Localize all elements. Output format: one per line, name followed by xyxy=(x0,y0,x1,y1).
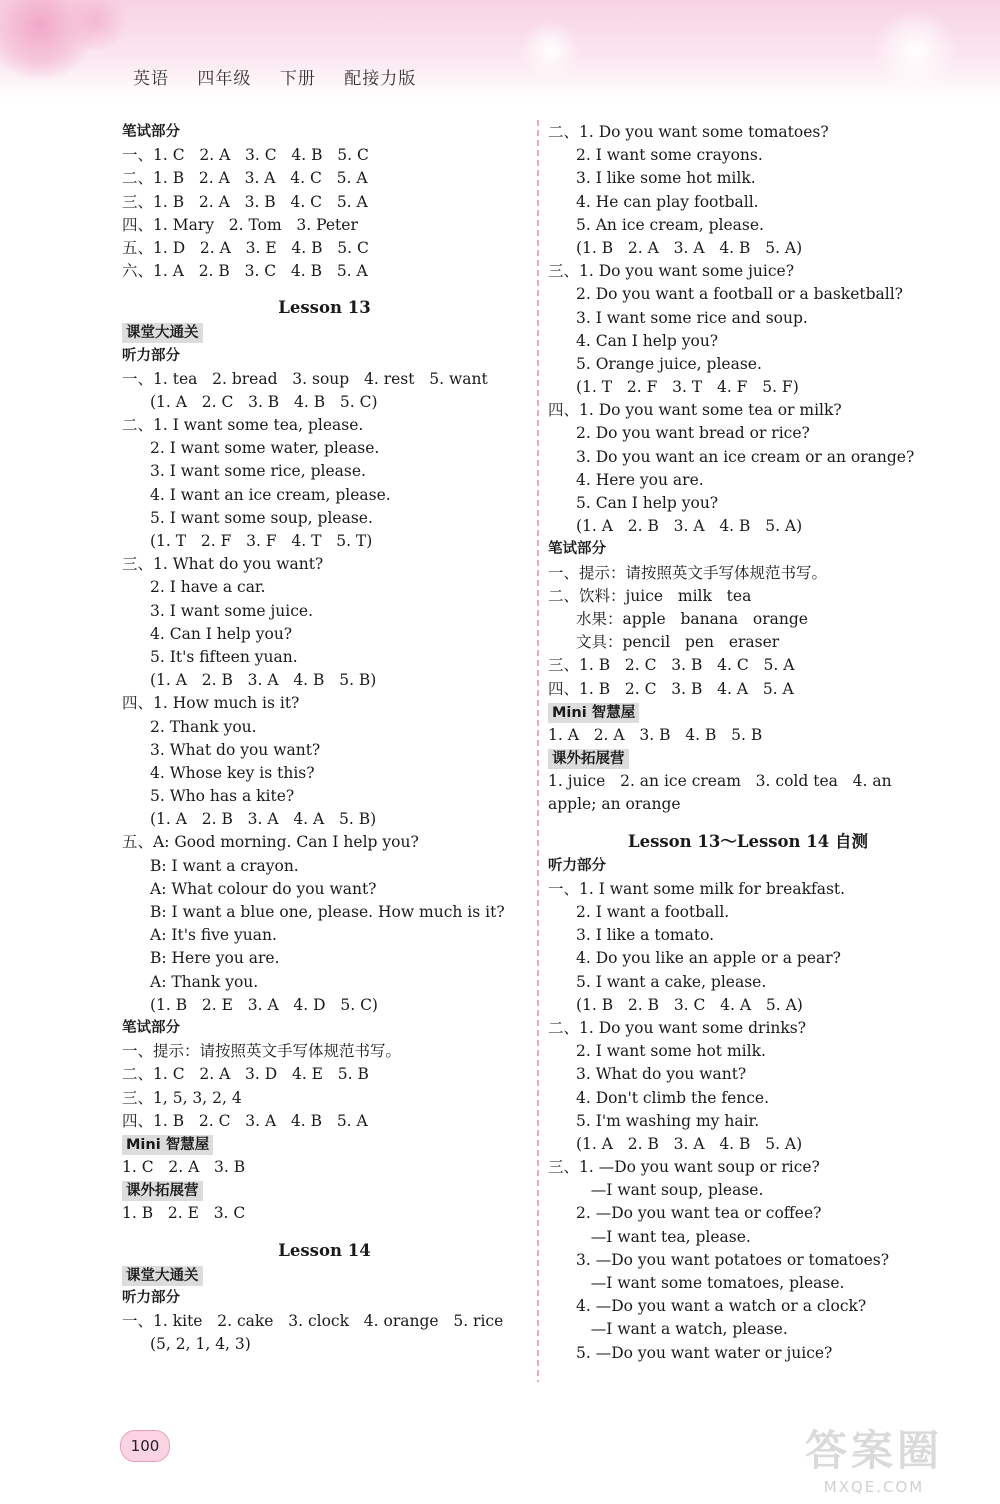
answer-line: 1. B 2. E 3. C xyxy=(122,1204,246,1223)
flower-decoration xyxy=(520,20,580,80)
grade-label: 四年级 xyxy=(197,69,252,89)
answer-line: 四、1. B 2. C 3. B 4. A 5. A xyxy=(548,679,794,698)
answer-line: (1. A 2. B 3. A 4. A 5. B) xyxy=(150,810,377,829)
answer-line: 5. Can I help you? xyxy=(576,494,719,512)
answer-line: 二、1. B 2. A 3. A 4. C 5. A xyxy=(122,169,368,188)
answer-line: 水果：apple banana orange xyxy=(576,609,808,628)
answer-line: 三、1. B 2. A 3. B 4. C 5. A xyxy=(122,192,368,211)
header-banner xyxy=(0,0,1000,100)
answer-line: 5. Who has a kite? xyxy=(150,787,295,806)
answer-line: 4. Here you are. xyxy=(576,470,704,489)
answer-line: 4. Can I help you? xyxy=(576,331,719,350)
flower-decoration xyxy=(870,10,960,90)
book-title xyxy=(133,64,438,89)
answer-line: 3. What do you want? xyxy=(150,740,321,759)
answer-line: 四、1. How much is it? xyxy=(122,694,300,713)
answer-line: 一、1. I want some milk for breakfast. xyxy=(548,879,846,898)
lesson-heading: Lesson 14 xyxy=(278,1240,371,1260)
answer-line: 3. I like a tomato. xyxy=(576,926,715,945)
answer-line: 1. A 2. A 3. B 4. B 5. B xyxy=(548,725,763,744)
answer-line: —I want tea, please. xyxy=(576,1227,751,1246)
answer-line: 一、1. kite 2. cake 3. clock 4. orange 5. rice xyxy=(122,1312,504,1330)
answer-line: 4. Don't climb the fence. xyxy=(576,1088,770,1107)
section-tag: Mini 智慧屋 xyxy=(548,703,639,723)
answer-line: —I want a watch, please. xyxy=(576,1320,788,1339)
section-heading: 笔试部分 xyxy=(548,541,606,558)
answer-line: 4. Whose key is this? xyxy=(150,763,315,782)
section-tag: 课外拓展营 xyxy=(548,749,629,769)
lesson-heading: Lesson 13 xyxy=(278,298,371,318)
answer-line: 2. I have a car. xyxy=(150,578,266,597)
answer-line: 2. Thank you. xyxy=(150,717,257,736)
watermark-url: MXQE.COM xyxy=(823,1478,925,1496)
answer-line: 5. —Do you want water or juice? xyxy=(576,1343,833,1362)
answer-line: 3. I want some rice, please. xyxy=(150,462,366,481)
answer-line: 5. I want a cake, please. xyxy=(576,972,767,991)
page-number: 100 xyxy=(120,1430,170,1462)
answer-line: 三、1. —Do you want soup or rice? xyxy=(548,1158,820,1177)
answer-line: 3. I want some rice and soup. xyxy=(576,308,808,327)
right-column xyxy=(548,121,948,1365)
section-tag: 课堂大通关 xyxy=(122,323,203,343)
section-tag: 课外拓展营 xyxy=(122,1181,203,1201)
answer-line: (1. B 2. E 3. A 4. D 5. C) xyxy=(150,995,378,1014)
answer-line: 三、1. Do you want some juice? xyxy=(548,262,795,281)
answer-line: 2. I want some water, please. xyxy=(150,439,380,458)
answer-line: 1. C 2. A 3. B xyxy=(122,1158,246,1177)
answer-line: 2. I want some hot milk. xyxy=(576,1042,766,1061)
section-tag-row xyxy=(548,701,948,724)
left-column xyxy=(122,121,527,1356)
answer-line: 5. Orange juice, please. xyxy=(576,354,762,373)
section-heading: 听力部分 xyxy=(122,1289,180,1306)
answer-line: 4. I want an ice cream, please. xyxy=(150,485,391,504)
answer-line: 四、1. Mary 2. Tom 3. Peter xyxy=(122,215,358,234)
answer-line: (5, 2, 1, 4, 3) xyxy=(150,1335,251,1354)
answer-line: (1. A 2. B 3. A 4. B 5. B) xyxy=(150,671,377,690)
answer-line: 文具：pencil pen eraser xyxy=(576,633,780,652)
answer-line: 2. I want some crayons. xyxy=(576,146,763,165)
answer-line: 一、提示：请按照英文手写体规范书写。 xyxy=(122,1042,402,1061)
answer-line: 五、1. D 2. A 3. E 4. B 5. C xyxy=(122,238,369,257)
section-heading: 笔试部分 xyxy=(122,1019,180,1036)
volume-label: 下册 xyxy=(279,69,316,89)
answer-line: B: I want a crayon. xyxy=(150,856,299,875)
answer-line: 二、1. C 2. A 3. D 4. E 5. B xyxy=(122,1065,369,1084)
answer-line: (1. B 2. A 3. A 4. B 5. A) xyxy=(576,238,803,257)
answer-line: 5. I'm washing my hair. xyxy=(576,1111,760,1130)
answer-line: 二、1. Do you want some drinks? xyxy=(548,1018,807,1037)
edition-label: 配接力版 xyxy=(344,69,417,89)
answer-line: (1. T 2. F 3. T 4. F 5. F) xyxy=(576,378,799,397)
answer-line: 4. —Do you want a watch or a clock? xyxy=(576,1297,867,1316)
answer-line: A: It's five yuan. xyxy=(150,926,277,945)
section-tag: 课堂大通关 xyxy=(122,1266,203,1286)
answer-line: 2. Do you want a football or a basketball? xyxy=(576,285,903,304)
answer-line: A: Thank you. xyxy=(150,972,259,991)
answer-line: 二、1. I want some tea, please. xyxy=(122,416,364,435)
section-heading: 笔试部分 xyxy=(122,124,180,140)
answer-line: 5. An ice cream, please. xyxy=(576,215,764,234)
answer-line: apple; an orange xyxy=(548,795,681,814)
answer-line: 四、1. Do you want some tea or milk? xyxy=(548,401,842,420)
column-divider xyxy=(537,120,539,1382)
section-tag-row xyxy=(122,1133,527,1156)
answer-line: 3. I want some juice. xyxy=(150,601,314,620)
answer-line: 一、1. tea 2. bread 3. soup 4. rest 5. want xyxy=(122,369,488,388)
answer-line: 六、1. A 2. B 3. C 4. B 5. A xyxy=(122,262,368,281)
answer-line: (1. A 2. C 3. B 4. B 5. C) xyxy=(150,392,378,411)
answer-line: 5. I want some soup, please. xyxy=(150,508,373,527)
answer-line: 4. Can I help you? xyxy=(150,624,293,643)
answer-line: —I want some tomatoes, please. xyxy=(576,1274,845,1292)
answer-line: (1. T 2. F 3. F 4. T 5. T) xyxy=(150,532,373,550)
answer-line: 2. —Do you want tea or coffee? xyxy=(576,1204,822,1223)
answer-line: (1. A 2. B 3. A 4. B 5. A) xyxy=(576,517,803,536)
answer-line: —I want soup, please. xyxy=(576,1181,764,1200)
answer-line: 三、1. B 2. C 3. B 4. C 5. A xyxy=(548,656,795,675)
answer-line: 二、饮料：juice milk tea xyxy=(548,586,752,605)
lesson-heading: Lesson 13～Lesson 14 自测 xyxy=(627,831,868,851)
answer-line: 4. He can play football. xyxy=(576,192,759,211)
watermark xyxy=(776,1418,972,1496)
answer-line: 二、1. Do you want some tomatoes? xyxy=(548,123,829,141)
answer-line: 四、1. B 2. C 3. A 4. B 5. A xyxy=(122,1111,368,1130)
watermark-logo-text: 答案圈 xyxy=(804,1426,943,1475)
answer-line: 1. juice 2. an ice cream 3. cold tea 4. an xyxy=(548,772,892,791)
answer-line: 5. It's fifteen yuan. xyxy=(150,647,298,666)
answer-line: 2. I want a football. xyxy=(576,903,730,921)
answer-line: B: Here you are. xyxy=(150,949,280,968)
answer-line: A: What colour do you want? xyxy=(150,879,377,898)
subject-label: 英语 xyxy=(133,69,169,89)
answer-line: 4. Do you like an apple or a pear? xyxy=(576,949,841,968)
section-tag-row xyxy=(122,1179,527,1202)
answer-line: 一、提示：请按照英文手写体规范书写。 xyxy=(548,563,828,582)
section-heading: 听力部分 xyxy=(122,347,180,364)
answer-line: 3. —Do you want potatoes or tomatoes? xyxy=(576,1250,890,1269)
answer-line: 一、1. C 2. A 3. C 4. B 5. C xyxy=(122,146,369,165)
answer-line: 五、A: Good morning. Can I help you? xyxy=(122,833,419,852)
section-tag-row xyxy=(122,321,527,344)
section-tag-row xyxy=(548,747,948,770)
answer-line: (1. B 2. B 3. C 4. A 5. A) xyxy=(576,995,803,1014)
section-heading: 听力部分 xyxy=(548,857,606,874)
answer-line: B: I want a blue one, please. How much is it? xyxy=(150,903,505,921)
section-tag-row xyxy=(122,1264,527,1287)
answer-line: (1. A 2. B 3. A 4. B 5. A) xyxy=(576,1134,803,1153)
answer-line: 3. Do you want an ice cream or an orange? xyxy=(576,447,915,466)
section-tag: Mini 智慧屋 xyxy=(122,1135,213,1155)
answer-line: 3. What do you want? xyxy=(576,1065,747,1084)
answer-line: 三、1. What do you want? xyxy=(122,555,324,574)
answer-line: 三、1, 5, 3, 2, 4 xyxy=(122,1088,242,1107)
answer-line: 3. I like some hot milk. xyxy=(576,169,756,188)
answer-line: 2. Do you want bread or rice? xyxy=(576,424,810,443)
